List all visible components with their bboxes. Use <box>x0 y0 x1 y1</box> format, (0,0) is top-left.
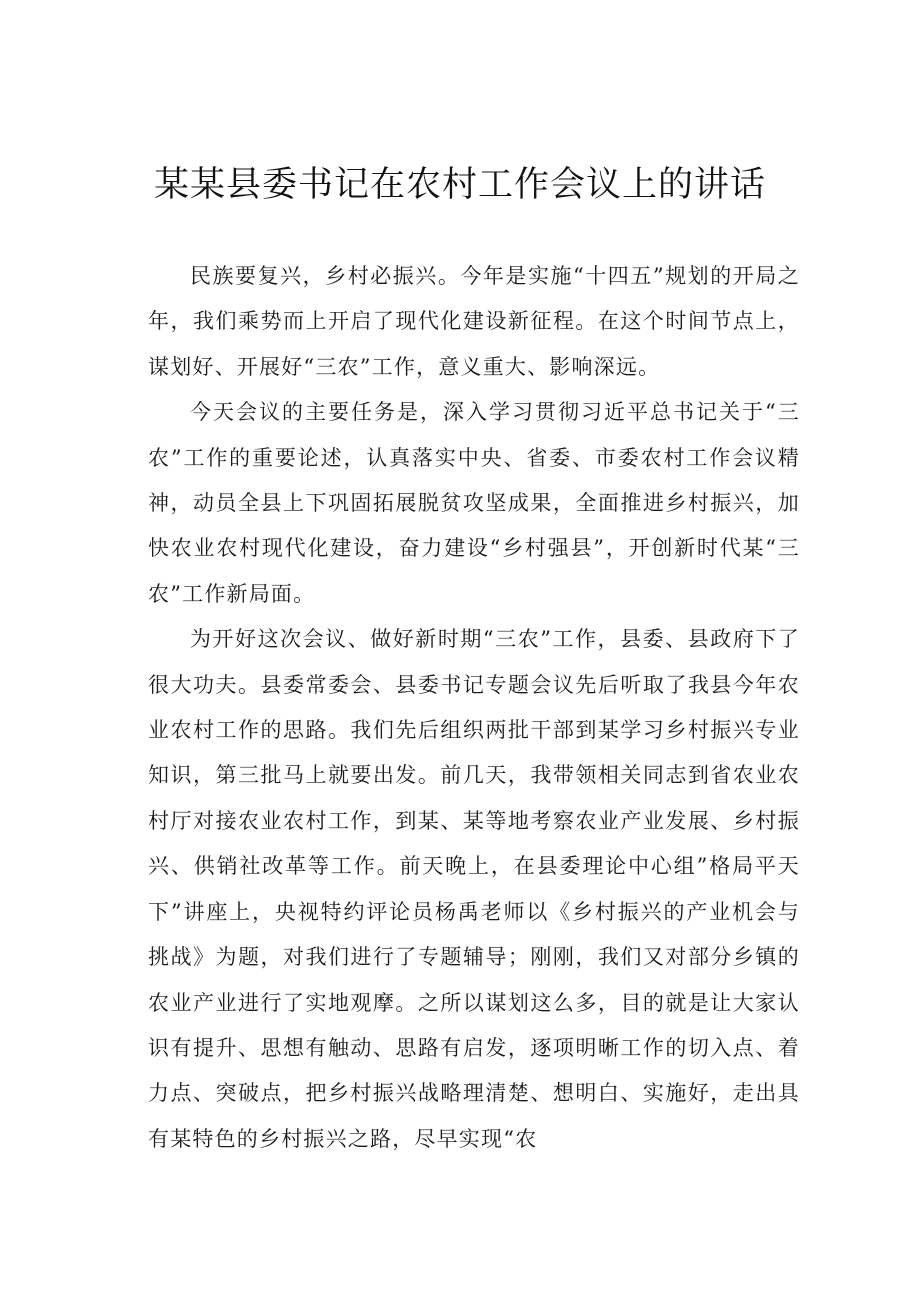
paragraph-3: 为开好这次会议、做好新时期“三农”工作，县委、县政府下了很大功夫。县委常委会、县委书记专题会议先后听取了我县今年农业农村工作的思路。我们先后组织两批干部到某学习乡村振兴专业知识，第三批马上就要出发。前几天，我带领相关同志到省农业农村厅对接农业农村工作，到某、某等地考察农业产业发展、乡村振兴、供销社改革等工作。前天晚上，在县委理论中心组”格局平天下”讲座上，央视特约评论员杨禹老师以《乡村振兴的产业机会与挑战》为题，对我们进行了专题辅导；刚刚，我们又对部分乡镇的农业产业进行了实地观摩。之所以谋划这么多，目的就是让大家认识有提升、思想有触动、思路有启发，逐项明晰工作的切入点、着力点、突破点，把乡村振兴战略理清楚、想明白、实施好，走出具有某特色的乡村振兴之路，尽早实现“农 <box>148 627 800 1151</box>
page-title: 某某县委书记在农村工作会议上的讲话 <box>153 165 766 205</box>
paragraph-1: 民族要复兴，乡村必振兴。今年是实施“十四五”规划的开局之年，我们乘势而上开启了现代化建设新征程。在这个时间节点上，谋划好、开展好“三农”工作，意义重大、影响深远。 <box>148 264 800 379</box>
paragraph-2: 今天会议的主要任务是，深入学习贯彻习近平总书记关于“三农”工作的重要论述，认真落实中央、省委、市委农村工作会议精神，动员全县上下巩固拓展脱贫攻坚成果，全面推进乡村振兴，加快农业农村现代化建设，奋力建设“乡村强县”，开创新时代某“三农”工作新局面。 <box>148 400 800 606</box>
document-body <box>148 254 800 1162</box>
